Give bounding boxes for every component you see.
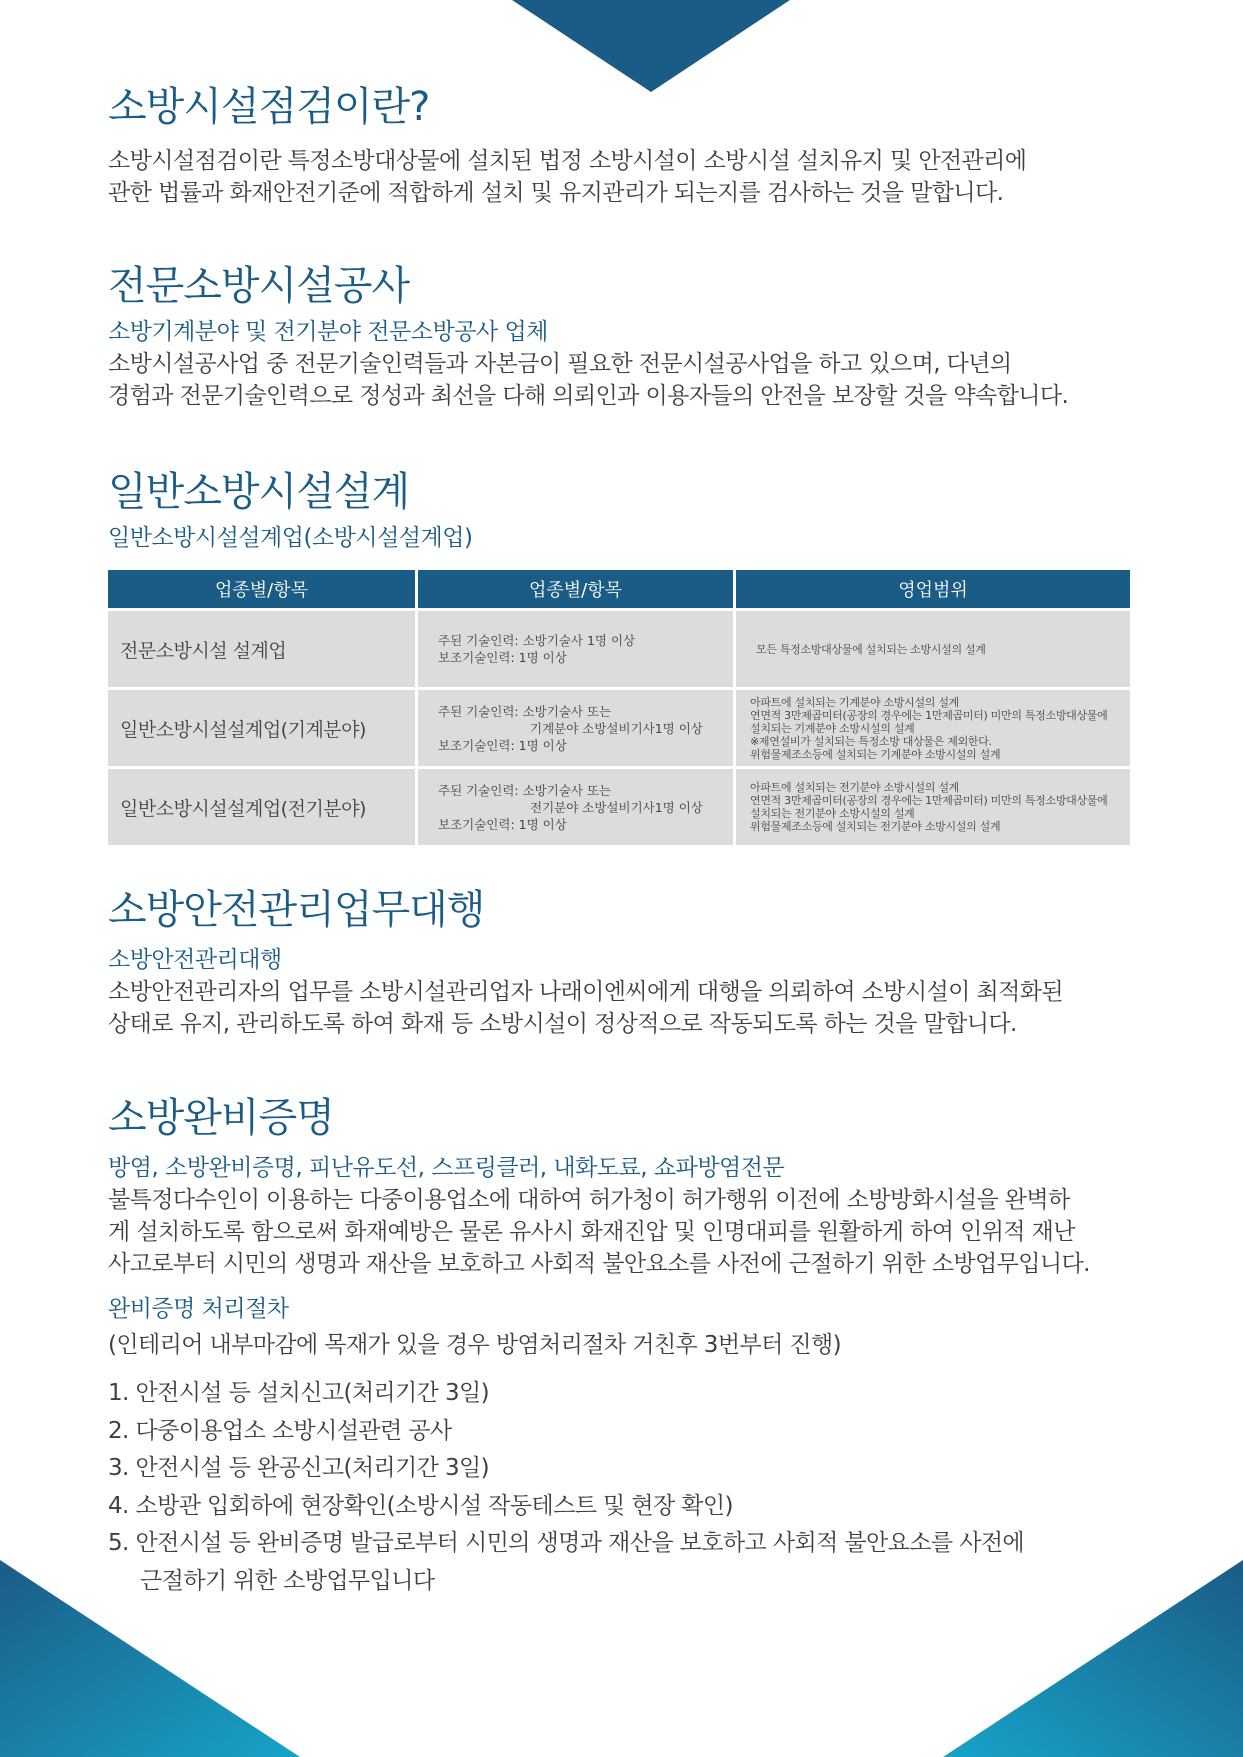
section-agency	[108, 886, 1168, 1040]
requirement-cell	[418, 769, 733, 845]
construction-body-line: 경험과 전문기술인력으로 정성과 최선을 다해 의뢰인과 이용자들의 안전을 보장할 것을 약속합니다.	[108, 383, 1069, 409]
table-row	[108, 769, 1130, 845]
scope-line: 연면적 3만제곱미터(공장의 경우에는 1만제곱미터) 미만의 특정소방대상물에	[750, 794, 1108, 807]
scope-line: 아파트에 설치되는 전기분야 소방시설의 설계	[750, 781, 959, 794]
agency-title: 소방안전관리업무대행	[108, 887, 485, 933]
business-name-cell: 일반소방시설설계업(기계분야)	[108, 690, 415, 766]
procedure-step	[108, 1525, 1168, 1600]
construction-body-line: 소방시설공사업 중 전문기술인력들과 자본금이 필요한 전문시설공사업을 하고 있으며, 다년의	[108, 351, 1012, 377]
scope-cell	[736, 769, 1130, 845]
requirement-line: 기계분야 소방설비기사1명 이상	[530, 720, 703, 736]
completion-body-line: 게 설치하도록 함으로써 화재예방은 물론 유사시 화재진압 및 인명대피를 원활하게 하여 인위적 재난	[108, 1219, 1075, 1245]
agency-subtitle: 소방안전관리대행	[108, 947, 282, 973]
scope-line: 아파트에 설치되는 기계분야 소방시설의 설계	[750, 695, 959, 709]
inspection-body-line: 소방시설점검이란 특정소방대상물에 설치된 법정 소방시설이 소방시설 설치유지 및 안전관리에	[108, 148, 1027, 174]
procedure-step: 2. 다중이용업소 소방시설관련 공사	[108, 1417, 452, 1444]
procedure-note: (인테리어 내부마감에 목재가 있을 경우 방염처리절차 거친후 3번부터 진행)	[108, 1332, 842, 1358]
scope-line: 연면적 3만제곱미터(공장의 경우에는 1만제곱미터) 미만의 특정소방대상물에	[750, 708, 1108, 722]
construction-subtitle: 소방기계분야 및 전기분야 전문소방공사 업체	[108, 319, 548, 345]
table-header-cell: 업종별/항목	[418, 570, 733, 608]
table-header-cell: 영업범위	[736, 570, 1130, 608]
procedure-step-text: 5. 안전시설 등 완비증명 발급로부터 시민의 생명과 재산을 보호하고 사회적 불안요소를 사전에	[108, 1530, 1025, 1556]
completion-body-line: 불특정다수인이 이용하는 다중이용업소에 대하여 허가청이 허가행위 이전에 소방방화시설을 완벽하	[108, 1187, 1070, 1213]
procedure-title: 완비증명 처리절차	[108, 1296, 289, 1322]
scope-line: 위험물제조소등에 설치되는 전기분야 소방시설의 설계	[750, 820, 1001, 833]
requirement-line: 전기분야 소방설비기사1명 이상	[530, 799, 703, 815]
business-name-cell: 전문소방시설 설계업	[108, 611, 415, 687]
table-header-cell: 업종별/항목	[108, 570, 415, 608]
scope-line: ※제연설비가 설치되는 특정소방 대상물은 제외한다.	[750, 734, 992, 748]
procedure-step: 4. 소방관 입회하에 현장확인(소방시설 작동테스트 및 현장 확인)	[108, 1492, 733, 1519]
requirement-line: 주된 기술인력: 소방기술사 또는	[438, 703, 612, 719]
table-row	[108, 611, 1130, 687]
completion-subtitle: 방염, 소방완비증명, 피난유도선, 스프링클러, 내화도료, 쇼파방염전문	[108, 1155, 785, 1181]
table-header-row	[108, 570, 1130, 608]
business-name-cell: 일반소방시설설계업(전기분야)	[108, 769, 415, 845]
requirement-line: 주된 기술인력: 소방기술사 또는	[438, 782, 612, 798]
design-business-table	[105, 567, 1133, 848]
section-inspection	[108, 83, 1168, 209]
requirement-line: 보조기술인력: 1명 이상	[438, 737, 567, 753]
procedure-step: 1. 안전시설 등 설치신고(처리기간 3일)	[108, 1380, 490, 1406]
requirement-cell	[418, 690, 733, 766]
scope-line: 설치되는 기계분야 소방시설의 설계	[750, 721, 915, 735]
scope-line: 위험물제조소등에 설치되는 기계분야 소방시설의 설계	[750, 747, 1001, 761]
section-design	[108, 468, 1168, 554]
scope-line: 설치되는 전기분야 소방시설의 설계	[750, 807, 915, 820]
design-title: 일반소방시설설계	[108, 469, 410, 515]
inspection-title: 소방시설점검이란?	[108, 84, 430, 130]
scope-cell	[736, 690, 1130, 766]
completion-body-line: 사고로부터 시민의 생명과 재산을 보호하고 사회적 불안요소를 사전에 근절하기 위한 소방업무입니다.	[108, 1251, 1090, 1277]
inspection-body-line: 관한 법률과 화재안전기준에 적합하게 설치 및 유지관리가 되는지를 검사하는 것을 말합니다.	[108, 180, 1004, 206]
requirement-line: 보조기술인력: 1명 이상	[438, 816, 567, 832]
requirement-cell	[418, 611, 733, 687]
procedure-steps-list	[108, 1375, 1168, 1600]
requirement-line: 보조기술인력: 1명 이상	[438, 650, 567, 665]
requirement-line: 주된 기술인력: 소방기술사 1명 이상	[438, 633, 636, 648]
construction-title: 전문소방시설공사	[108, 263, 410, 309]
section-construction	[108, 262, 1168, 412]
agency-body-line: 상태로 유지, 관리하도록 하여 화재 등 소방시설이 정상적으로 작동되도록 하는 것을 말합니다.	[108, 1011, 1017, 1037]
completion-title: 소방완비증명	[108, 1095, 334, 1141]
section-completion	[108, 1094, 1168, 1600]
procedure-step: 3. 안전시설 등 완공신고(처리기간 3일)	[108, 1455, 490, 1481]
scope-cell	[736, 611, 1130, 687]
design-subtitle: 일반소방시설설계업(소방시설설계업)	[108, 525, 473, 551]
scope-line: 모든 특정소방대상물에 설치되는 소방시설의 설계	[756, 642, 986, 656]
procedure-step-continuation: 근절하기 위한 소방업무입니다	[140, 1567, 435, 1594]
agency-body-line: 소방안전관리자의 업무를 소방시설관리업자 나래이엔씨에게 대행을 의뢰하여 소방시설이 최적화된	[108, 979, 1063, 1005]
top-chevron-shape	[512, 0, 790, 92]
table-row	[108, 690, 1130, 766]
